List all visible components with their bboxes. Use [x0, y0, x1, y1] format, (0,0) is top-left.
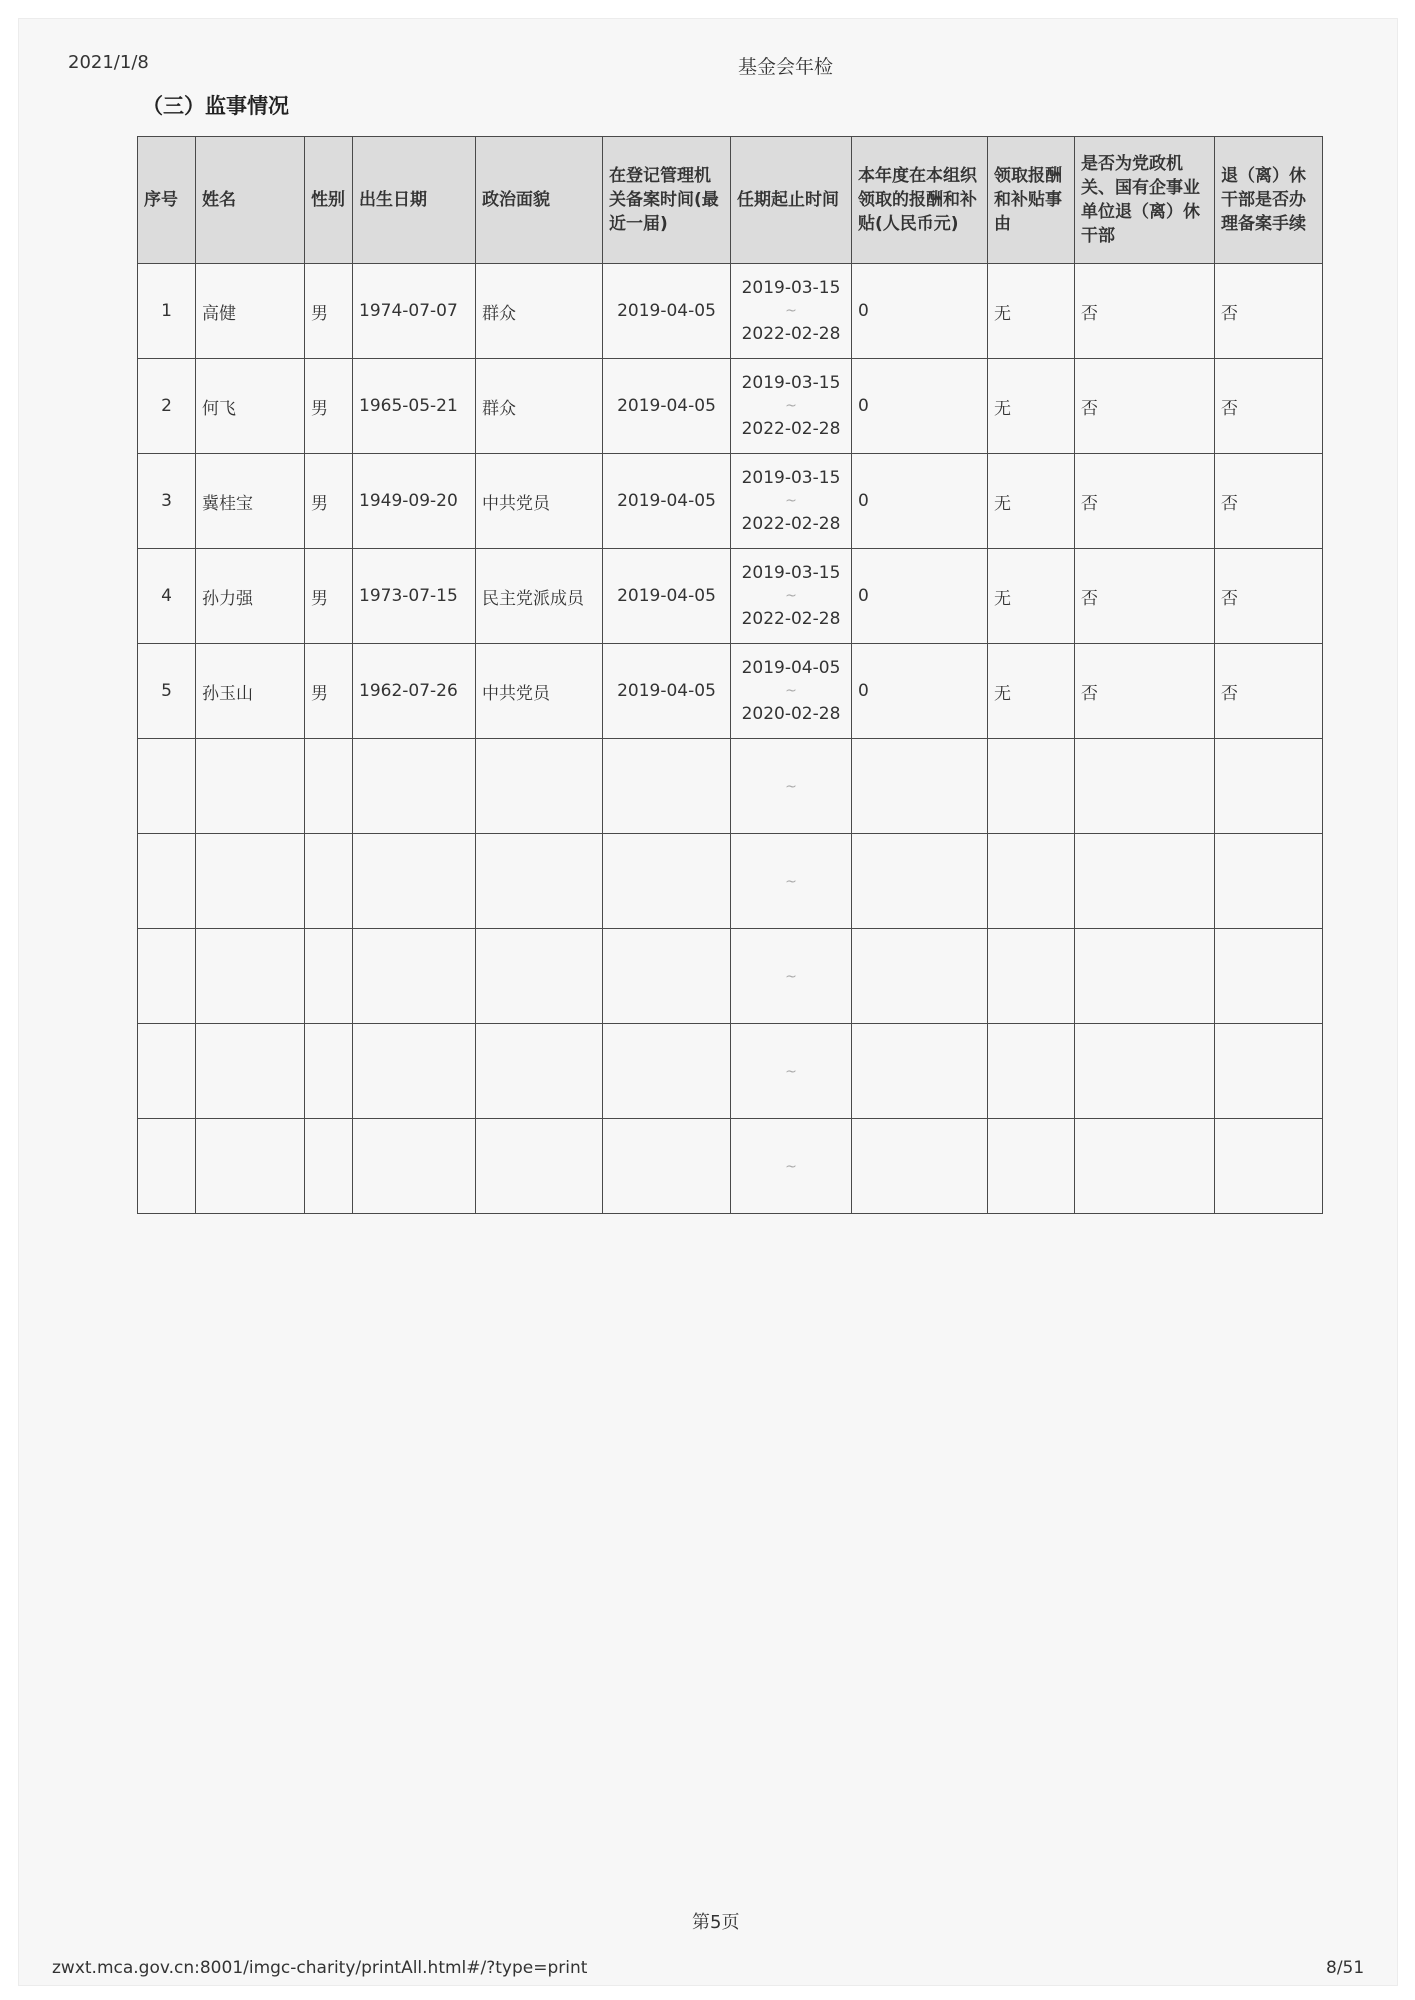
term-separator: ~ — [785, 398, 797, 414]
cell-no: 4 — [138, 549, 196, 644]
cell-filed-retired: 否 — [1215, 644, 1323, 739]
cell-reason: 无 — [988, 359, 1075, 454]
empty-cell — [196, 739, 305, 834]
empty-cell — [1215, 929, 1323, 1024]
cell-no: 1 — [138, 264, 196, 359]
table-row — [138, 454, 1323, 549]
cell-retired: 否 — [1075, 454, 1215, 549]
empty-cell — [305, 929, 353, 1024]
cell-gender: 男 — [305, 549, 353, 644]
cell-political: 群众 — [476, 264, 603, 359]
empty-cell — [988, 1024, 1075, 1119]
empty-cell — [1075, 739, 1215, 834]
empty-cell — [603, 1024, 731, 1119]
empty-cell — [196, 1119, 305, 1214]
empty-cell — [196, 834, 305, 929]
cell-reason: 无 — [988, 549, 1075, 644]
cell-birth: 1974-07-07 — [353, 264, 476, 359]
cell-no: 3 — [138, 454, 196, 549]
empty-cell — [988, 739, 1075, 834]
empty-cell — [603, 929, 731, 1024]
term-start: 2019-04-05 — [741, 658, 841, 678]
term-end: 2022-02-28 — [741, 324, 841, 344]
empty-cell — [988, 929, 1075, 1024]
empty-cell — [603, 739, 731, 834]
cell-birth: 1949-09-20 — [353, 454, 476, 549]
col-header: 出生日期 — [353, 137, 476, 264]
empty-cell — [476, 834, 603, 929]
empty-cell — [852, 739, 988, 834]
col-header: 姓名 — [196, 137, 305, 264]
table-row — [138, 359, 1323, 454]
col-header: 本年度在本组织领取的报酬和补贴(人民币元) — [852, 137, 988, 264]
empty-cell — [603, 834, 731, 929]
term-separator: ~ — [785, 779, 797, 795]
empty-cell — [138, 1119, 196, 1214]
table-row — [138, 644, 1323, 739]
col-header: 政治面貌 — [476, 137, 603, 264]
cell-birth: 1965-05-21 — [353, 359, 476, 454]
empty-cell — [196, 929, 305, 1024]
col-header: 任期起止时间 — [731, 137, 852, 264]
print-url: zwxt.mca.gov.cn:8001/imgc-charity/printAll.html#/?type=print — [52, 1958, 588, 1978]
cell-pay: 0 — [852, 454, 988, 549]
page-count: 8/51 — [1326, 1958, 1365, 1978]
empty-cell — [353, 929, 476, 1024]
empty-cell — [1075, 1024, 1215, 1119]
cell-term — [731, 1119, 852, 1214]
cell-term — [731, 454, 852, 549]
cell-term — [731, 929, 852, 1024]
cell-filed-retired: 否 — [1215, 264, 1323, 359]
empty-cell — [1075, 929, 1215, 1024]
cell-political: 中共党员 — [476, 454, 603, 549]
print-date: 2021/1/8 — [68, 52, 149, 73]
empty-cell — [476, 1024, 603, 1119]
empty-row — [138, 739, 1323, 834]
term-start: 2019-03-15 — [741, 468, 841, 488]
term-end: 2022-02-28 — [741, 609, 841, 629]
empty-cell — [603, 1119, 731, 1214]
term-separator: ~ — [785, 683, 797, 699]
empty-cell — [305, 739, 353, 834]
cell-filed: 2019-04-05 — [603, 549, 731, 644]
empty-row — [138, 1024, 1323, 1119]
col-header: 领取报酬和补贴事由 — [988, 137, 1075, 264]
empty-cell — [305, 1119, 353, 1214]
empty-cell — [353, 834, 476, 929]
cell-reason: 无 — [988, 454, 1075, 549]
cell-reason: 无 — [988, 644, 1075, 739]
cell-pay: 0 — [852, 264, 988, 359]
term-start: 2019-03-15 — [741, 373, 841, 393]
empty-cell — [305, 1024, 353, 1119]
table-header-row — [138, 137, 1323, 264]
term-separator: ~ — [785, 303, 797, 319]
empty-cell — [988, 1119, 1075, 1214]
cell-filed-retired: 否 — [1215, 359, 1323, 454]
page-number-label: 第5页 — [692, 1912, 740, 1933]
cell-term — [731, 359, 852, 454]
cell-pay: 0 — [852, 644, 988, 739]
empty-cell — [138, 1024, 196, 1119]
cell-term — [731, 739, 852, 834]
empty-cell — [138, 834, 196, 929]
term-separator: ~ — [785, 969, 797, 985]
cell-term — [731, 549, 852, 644]
empty-cell — [1215, 739, 1323, 834]
empty-row — [138, 1119, 1323, 1214]
empty-cell — [353, 1024, 476, 1119]
cell-pay: 0 — [852, 359, 988, 454]
empty-cell — [138, 739, 196, 834]
col-header: 性别 — [305, 137, 353, 264]
cell-name: 孙力强 — [196, 549, 305, 644]
cell-filed: 2019-04-05 — [603, 454, 731, 549]
cell-gender: 男 — [305, 264, 353, 359]
empty-cell — [353, 1119, 476, 1214]
cell-retired: 否 — [1075, 549, 1215, 644]
cell-filed-retired: 否 — [1215, 454, 1323, 549]
cell-retired: 否 — [1075, 359, 1215, 454]
empty-cell — [476, 739, 603, 834]
cell-gender: 男 — [305, 359, 353, 454]
section-title: （三）监事情况 — [142, 94, 289, 118]
empty-cell — [1075, 1119, 1215, 1214]
term-end: 2022-02-28 — [741, 514, 841, 534]
empty-cell — [1215, 834, 1323, 929]
term-separator: ~ — [785, 1064, 797, 1080]
cell-filed: 2019-04-05 — [603, 644, 731, 739]
cell-name: 孙玉山 — [196, 644, 305, 739]
empty-cell — [305, 834, 353, 929]
cell-gender: 男 — [305, 454, 353, 549]
empty-cell — [353, 739, 476, 834]
col-header: 序号 — [138, 137, 196, 264]
term-start: 2019-03-15 — [741, 278, 841, 298]
col-header: 是否为党政机关、国有企事业单位退（离）休干部 — [1075, 137, 1215, 264]
empty-row — [138, 834, 1323, 929]
term-separator: ~ — [785, 588, 797, 604]
cell-term — [731, 644, 852, 739]
cell-term — [731, 264, 852, 359]
term-separator: ~ — [785, 493, 797, 509]
empty-cell — [852, 929, 988, 1024]
empty-cell — [1215, 1119, 1323, 1214]
cell-birth: 1973-07-15 — [353, 549, 476, 644]
cell-name: 高健 — [196, 264, 305, 359]
empty-cell — [196, 1024, 305, 1119]
empty-cell — [1215, 1024, 1323, 1119]
term-separator: ~ — [785, 1159, 797, 1175]
empty-row — [138, 929, 1323, 1024]
table-row — [138, 264, 1323, 359]
empty-cell — [1075, 834, 1215, 929]
cell-retired: 否 — [1075, 264, 1215, 359]
cell-term — [731, 1024, 852, 1119]
empty-cell — [988, 834, 1075, 929]
cell-term — [731, 834, 852, 929]
empty-cell — [852, 1024, 988, 1119]
term-start: 2019-03-15 — [741, 563, 841, 583]
cell-retired: 否 — [1075, 644, 1215, 739]
document-title: 基金会年检 — [738, 56, 834, 78]
supervisor-table — [137, 136, 1323, 1214]
cell-filed: 2019-04-05 — [603, 264, 731, 359]
cell-no: 2 — [138, 359, 196, 454]
cell-reason: 无 — [988, 264, 1075, 359]
cell-gender: 男 — [305, 644, 353, 739]
cell-filed: 2019-04-05 — [603, 359, 731, 454]
empty-cell — [476, 929, 603, 1024]
col-header: 在登记管理机关备案时间(最近一届) — [603, 137, 731, 264]
col-header: 退（离）休干部是否办理备案手续 — [1215, 137, 1323, 264]
cell-pay: 0 — [852, 549, 988, 644]
cell-name: 冀桂宝 — [196, 454, 305, 549]
term-end: 2022-02-28 — [741, 419, 841, 439]
empty-cell — [476, 1119, 603, 1214]
term-separator: ~ — [785, 874, 797, 890]
cell-no: 5 — [138, 644, 196, 739]
cell-political: 民主党派成员 — [476, 549, 603, 644]
table-row — [138, 549, 1323, 644]
term-end: 2020-02-28 — [741, 704, 841, 724]
cell-political: 群众 — [476, 359, 603, 454]
empty-cell — [138, 929, 196, 1024]
cell-filed-retired: 否 — [1215, 549, 1323, 644]
cell-birth: 1962-07-26 — [353, 644, 476, 739]
cell-name: 何飞 — [196, 359, 305, 454]
empty-cell — [852, 834, 988, 929]
empty-cell — [852, 1119, 988, 1214]
cell-political: 中共党员 — [476, 644, 603, 739]
